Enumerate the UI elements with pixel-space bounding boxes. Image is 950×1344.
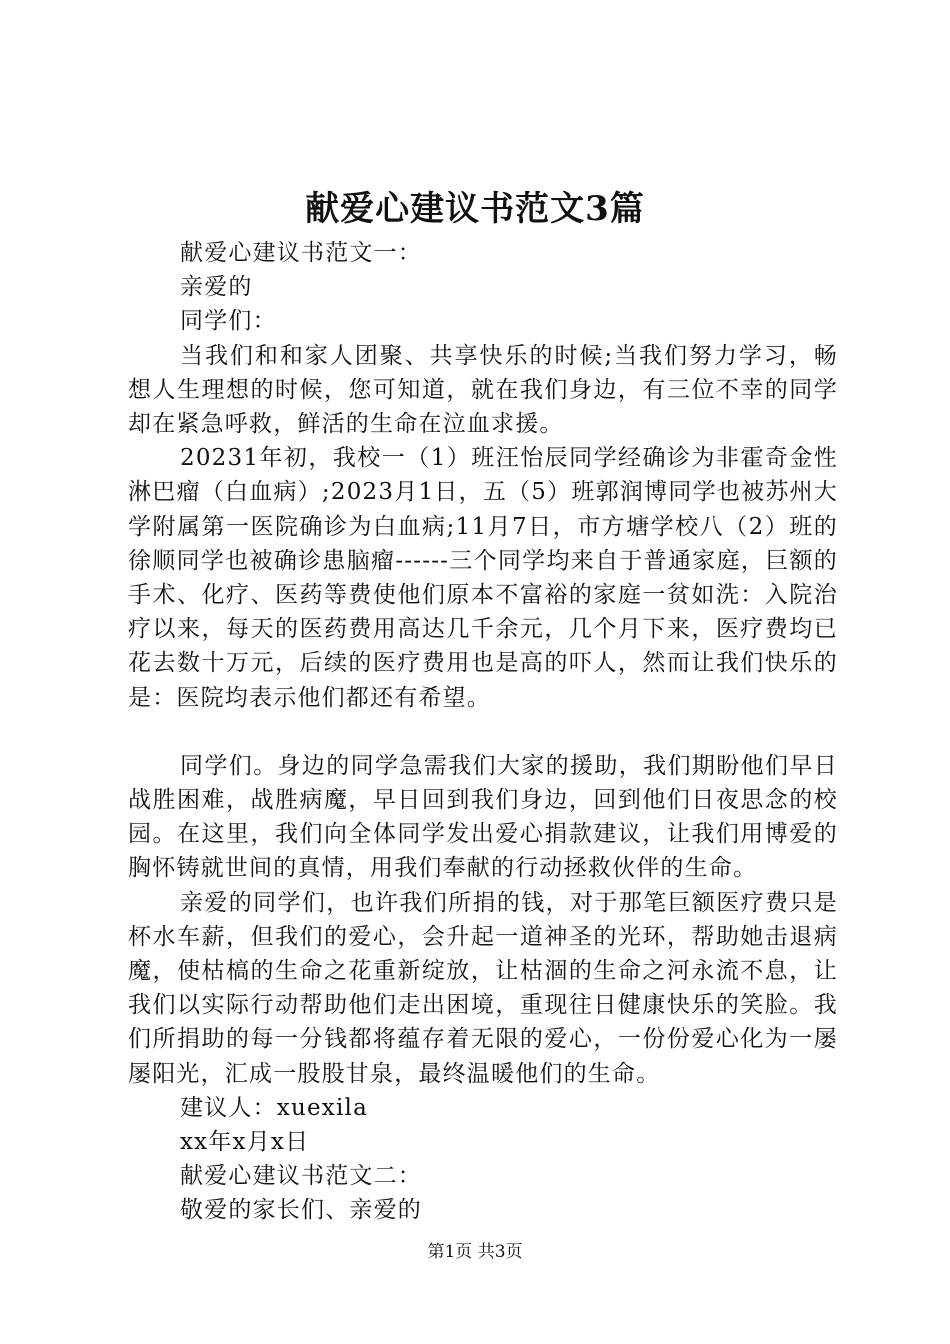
paragraph-salutation: 亲爱的 [180, 274, 253, 301]
document-title: 献爱心建议书范文3篇 [305, 189, 645, 229]
paragraph-appeal: 同学们。身边的同学急需我们大家的援助，我们期盼他们早日战胜困难，战胜病魔，早日回到我们身边，回到他们日夜思念的校园。在这里，我们向全体同学发出爱心捐款建议，让我们用博爱的胸怀铸就世间的真情，用我们奉献的行动拯救伙伴的生命。 [128, 752, 838, 882]
document-body [128, 236, 838, 1228]
paragraph-heading-two: 献爱心建议书范文二： [180, 1163, 422, 1190]
paragraph-heading-one: 献爱心建议书范文一： [180, 240, 422, 266]
paragraph-addressee: 同学们： [180, 308, 277, 335]
paragraph-signature: 建议人：xuexila [180, 1094, 368, 1121]
paragraph-cases: 20231年初，我校一（1）班汪怡辰同学经确诊为非霍奇金性淋巴瘤（白血病）;2023月1日，五（5）班郭润博同学也被苏州大学附属第一医院确诊为白血病;11月7日，市方塘学校八（2）班的徐顺同学也被确诊患脑瘤------三个同学均来自于普通家庭，巨额的手术、化疗、医药等费使他们原本不富裕的家庭一贫如洗：入院治疗以来，每天的医药费用高达几千余元，几个月下来，医疗费均已花去数十万元，后续的医疗费用也是高的吓人，然而让我们快乐的是：医院均表示他们都还有希望。 [128, 445, 838, 711]
paragraph-intro: 当我们和和家人团聚、共享快乐的时候;当我们努力学习，畅想人生理想的时候，您可知道，就在我们身边，有三位不幸的同学却在紧急呼救，鲜活的生命在泣血求援。 [128, 342, 838, 438]
paragraph-greeting-two: 敬爱的家长们、亲爱的 [180, 1197, 422, 1224]
paragraph-date: xx年x月x日 [180, 1129, 310, 1156]
page-footer: 第1页 共3页 [427, 1242, 523, 1262]
paragraph-encouragement: 亲爱的同学们，也许我们所捐的钱，对于那笔巨额医疗费只是杯水车薪，但我们的爱心，会升起一道神圣的光环，帮助她击退病魔，使枯槁的生命之花重新绽放，让枯涸的生命之河永流不息，让我们以实际行动帮助他们走出困境，重现往日健康快乐的笑脸。我们所捐助的每一分钱都将蕴存着无限的爱心，一份份爱心化为一屡屡阳光，汇成一股股甘泉，最终温暖他们的生命。 [128, 889, 838, 1087]
